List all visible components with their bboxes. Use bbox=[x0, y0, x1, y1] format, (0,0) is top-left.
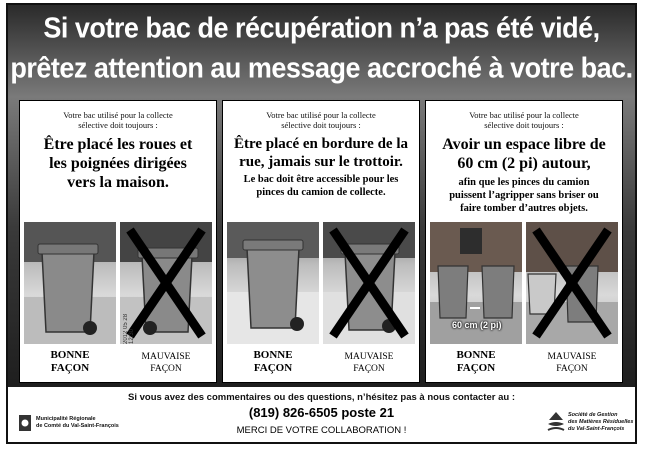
bad-label-line-1: MAUVAISE bbox=[344, 352, 394, 362]
detail-line-1: Le bac doit être accessible pour les bbox=[243, 174, 399, 185]
bad-example-photo bbox=[323, 222, 415, 344]
good-label-line-2: FAÇON bbox=[456, 362, 496, 374]
intro-line-1: Votre bac utilisé pour la collecte bbox=[63, 110, 173, 120]
photo-date-stamp: 2012 05 28 12:30 bbox=[123, 313, 135, 344]
bad-example-photo bbox=[120, 222, 212, 344]
thank-you-message: MERCI DE VOTRE COLLABORATION ! bbox=[236, 425, 407, 436]
rule-line-2: 60 cm (2 pi) autour, bbox=[457, 155, 591, 172]
panel-rule bbox=[430, 135, 618, 173]
rule-line-1: Être placé en bordure de la bbox=[233, 136, 409, 152]
mrc-logo bbox=[18, 412, 138, 438]
panel-intro bbox=[223, 110, 419, 130]
panel-intro bbox=[426, 110, 622, 130]
recycling-bin-photo bbox=[24, 222, 116, 344]
panel-rule bbox=[24, 135, 212, 192]
recycling-bin-photo bbox=[227, 222, 319, 344]
mrc-logo-icon bbox=[18, 414, 32, 432]
intro-line-1: Votre bac utilisé pour la collecte bbox=[469, 110, 579, 120]
rule-line-3: vers la maison. bbox=[67, 174, 169, 191]
good-label-line-1: BONNE bbox=[253, 349, 293, 361]
recycling-bin-photo bbox=[323, 222, 415, 344]
bad-example-photo bbox=[526, 222, 618, 344]
rule-line-2: les poignées dirigées bbox=[49, 155, 187, 172]
rule-line-1: Être placé les roues et bbox=[43, 136, 193, 153]
bad-label-line-1: MAUVAISE bbox=[547, 352, 597, 362]
mrc-logo-text bbox=[36, 416, 119, 430]
bad-label bbox=[323, 351, 415, 375]
headline-line-2: prêtez attention au message accroché à votre bac. bbox=[10, 52, 633, 84]
contact-message: Si vous avez des commentaires ou des questions, n’hésitez pas à nous contacter au : bbox=[128, 392, 515, 403]
detail-line-3: faire tomber d’autres objets. bbox=[460, 203, 588, 214]
panel-rule bbox=[227, 135, 415, 171]
rule-line-2: rue, jamais sur le trottoir. bbox=[239, 154, 403, 170]
good-label bbox=[24, 349, 116, 375]
panel-detail bbox=[430, 176, 618, 215]
phone-number: (819) 826-6505 poste 21 bbox=[248, 405, 395, 420]
headline-line-1: Si votre bac de récupération n’a pas été vidé, bbox=[43, 12, 600, 44]
intro-line-2: sélective doit toujours : bbox=[78, 120, 158, 130]
recycling-bin-photo bbox=[526, 222, 618, 344]
detail-line-2: puissent l’agripper sans briser ou bbox=[449, 190, 599, 201]
bad-label bbox=[526, 351, 618, 375]
poster bbox=[6, 3, 637, 444]
sgmr-logo bbox=[546, 408, 638, 442]
good-example-photo bbox=[24, 222, 116, 344]
distance-callout: 60 cm (2 pi) bbox=[452, 320, 502, 330]
bad-label-line-1: MAUVAISE bbox=[141, 352, 191, 362]
intro-line-2: sélective doit toujours : bbox=[281, 120, 361, 130]
sgmr-logo-icon bbox=[546, 410, 566, 436]
panel-detail bbox=[227, 173, 415, 199]
sgmr-logo-line-1: Société de Gestion bbox=[568, 412, 618, 418]
panel-clearance-space bbox=[425, 100, 623, 383]
sgmr-logo-text bbox=[568, 412, 633, 433]
panel-curbside-placement bbox=[222, 100, 420, 383]
detail-line-2: pinces du camion de collecte. bbox=[256, 187, 386, 198]
good-label-line-2: FAÇON bbox=[253, 362, 293, 374]
mrc-logo-line-2: de Comté du Val-Saint-François bbox=[36, 423, 119, 429]
bad-label-line-2: FAÇON bbox=[353, 364, 385, 374]
panel-intro bbox=[20, 110, 216, 130]
mrc-logo-line-1: Municipalité Régionale bbox=[36, 416, 96, 422]
good-label bbox=[227, 349, 319, 375]
good-label-line-1: BONNE bbox=[50, 349, 90, 361]
rule-line-1: Avoir un espace libre de bbox=[442, 136, 606, 153]
good-label-line-2: FAÇON bbox=[50, 362, 90, 374]
intro-line-1: Votre bac utilisé pour la collecte bbox=[266, 110, 376, 120]
sgmr-logo-line-2: des Matières Résiduelles bbox=[568, 419, 634, 425]
intro-line-2: sélective doit toujours : bbox=[484, 120, 564, 130]
header-banner bbox=[8, 5, 635, 97]
good-example-photo bbox=[227, 222, 319, 344]
bad-label bbox=[120, 351, 212, 375]
good-label bbox=[430, 349, 522, 375]
good-label-line-1: BONNE bbox=[456, 349, 496, 361]
sgmr-logo-line-3: du Val-Saint-François bbox=[568, 426, 625, 432]
bad-label-line-2: FAÇON bbox=[150, 364, 182, 374]
good-example-photo bbox=[430, 222, 522, 344]
bad-label-line-2: FAÇON bbox=[556, 364, 588, 374]
panel-wheels-toward-house bbox=[19, 100, 217, 383]
detail-line-1: afin que les pinces du camion bbox=[458, 177, 590, 188]
